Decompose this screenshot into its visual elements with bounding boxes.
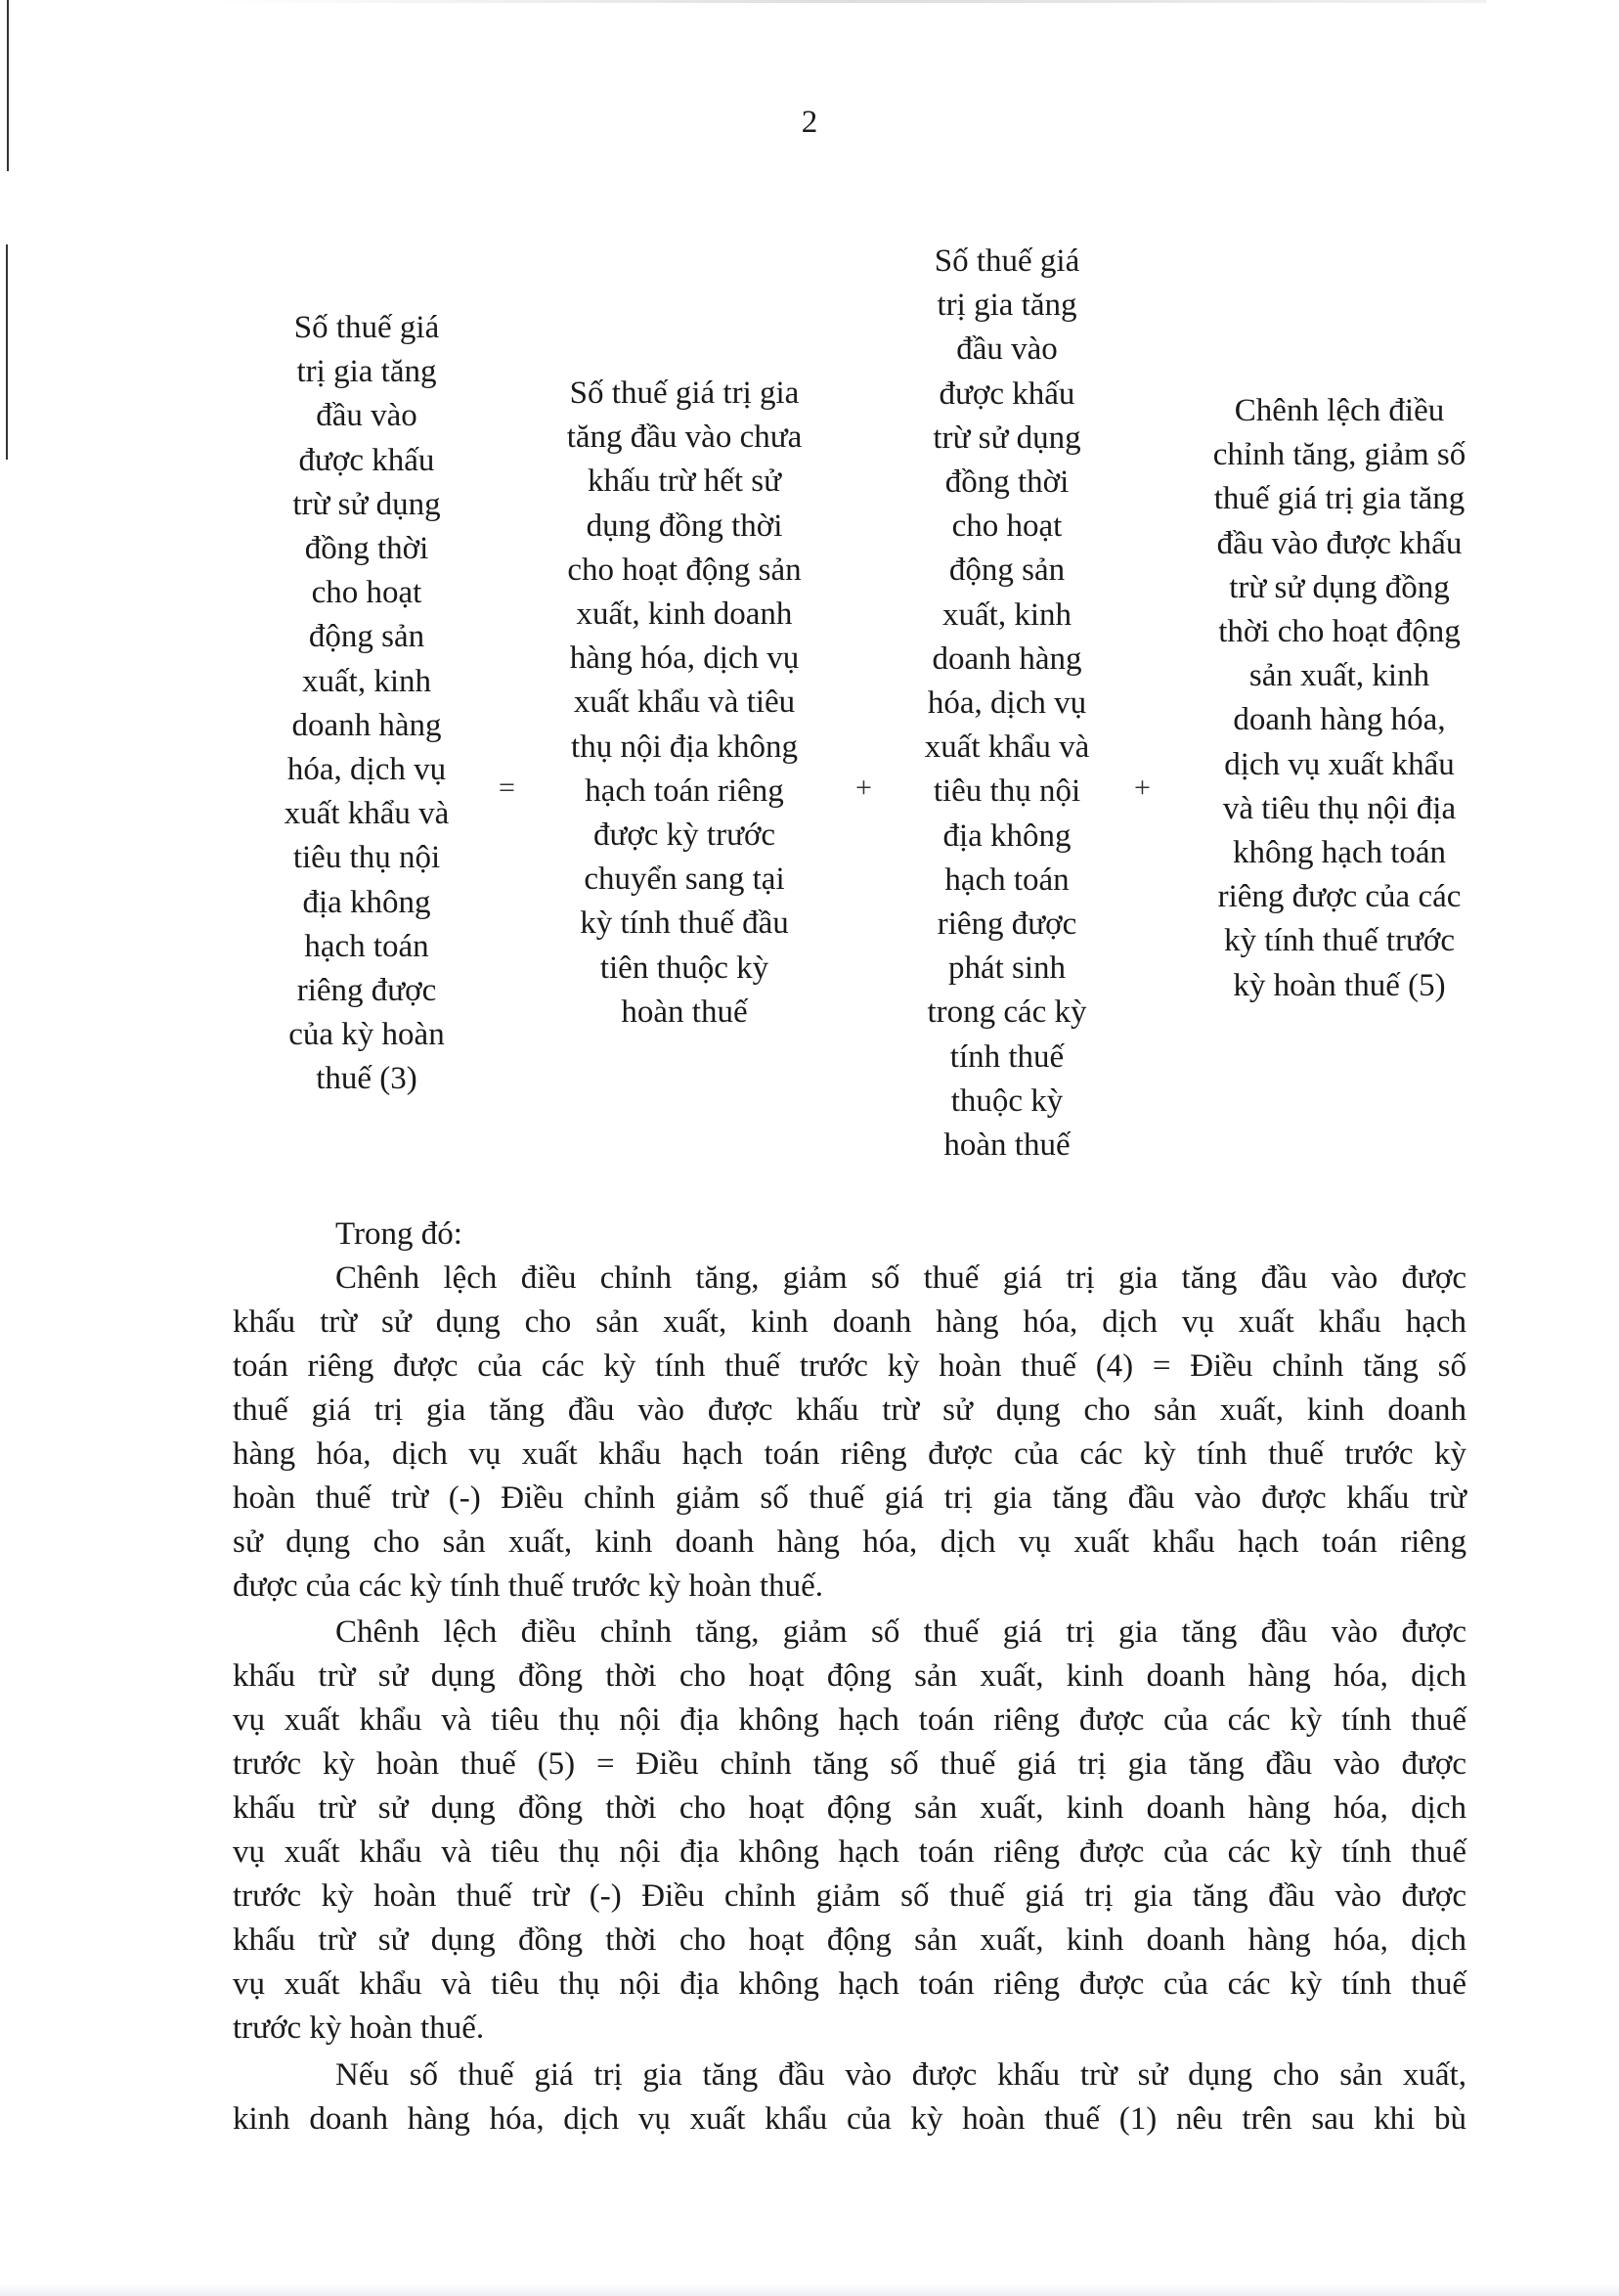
- text-line: xuất khẩu và tiêu: [573, 684, 796, 721]
- text-line: kỳ tính thuế đầu: [580, 905, 789, 942]
- text-line: đầu vào: [316, 398, 417, 434]
- paragraph-adjustment-5: [233, 1611, 1466, 2051]
- scan-bottom-shadow: [0, 2284, 1619, 2296]
- text-line: đầu vào: [956, 331, 1058, 368]
- text-line: trong các kỳ: [927, 994, 1087, 1031]
- text-line: thuộc kỳ: [950, 1082, 1064, 1119]
- text-line: được kỳ trước: [592, 817, 776, 854]
- text-line: trước kỳ hoàn thuế.: [233, 2010, 485, 2046]
- text-line: thời cho hoạt động: [1218, 614, 1461, 650]
- formula-term-adjustment-difference: [1168, 389, 1510, 1008]
- text-line: khấu trừ sử dụng cho sản xuất, kinh doanh hàng hóa, dịch vụ xuất khẩu hạch: [233, 1304, 1466, 1340]
- text-line: hàng hóa, dịch vụ: [569, 640, 800, 677]
- text-line: riêng được: [296, 973, 437, 1009]
- text-line: địa không: [302, 884, 431, 920]
- text-line: hoàn thuế: [621, 993, 748, 1030]
- text-line: hóa, dịch vụ: [286, 752, 447, 788]
- text-line: thụ nội địa không: [571, 729, 798, 765]
- text-line: địa không: [942, 817, 1072, 854]
- plus-sign: +: [1134, 772, 1151, 804]
- text-line: hạch toán riêng: [585, 773, 784, 809]
- text-line: cho hoạt: [951, 508, 1063, 545]
- text-line: xuất, kinh: [302, 663, 431, 699]
- text-line: kỳ hoàn thuế (5): [1233, 967, 1446, 1003]
- text-line: trị gia tăng: [296, 354, 437, 390]
- text-line: vụ xuất khẩu và tiêu thụ nội địa không hạch toán riêng được của các kỳ tính thuế: [233, 1834, 1466, 1870]
- equals-sign: =: [499, 772, 515, 804]
- text-line: tiêu thụ nội: [933, 773, 1081, 810]
- text-line: thuế giá trị gia tăng: [1213, 481, 1466, 517]
- text-line: Số thuế giá: [934, 243, 1080, 279]
- text-line: phát sinh: [947, 950, 1067, 987]
- text-line: hạch toán: [944, 861, 1070, 898]
- text-line: hoàn thuế trừ (-) Điều chỉnh giảm số thuế giá trị gia tăng đầu vào được khấu trừ: [233, 1480, 1466, 1516]
- text-line: cho hoạt động sản: [567, 552, 802, 588]
- formula-term-refund-period-total: [220, 306, 513, 1102]
- formula-term-arising-in-periods: [885, 240, 1129, 1168]
- text-line: được của các kỳ tính thuế trước kỳ hoàn thuế.: [233, 1568, 823, 1604]
- text-line: tiêu thụ nội: [292, 840, 441, 876]
- text-line: thuế (3): [316, 1061, 417, 1097]
- text-line: vụ xuất khẩu và tiêu thụ nội địa không hạch toán riêng được của các kỳ tính thuế: [233, 1966, 1466, 2002]
- text-line: đồng thời: [304, 531, 429, 567]
- text-line: Nếu số thuế giá trị gia tăng đầu vào được khấu trừ sử dụng cho sản xuất,: [335, 2057, 1466, 2093]
- text-line: động sản: [308, 619, 425, 655]
- paragraph-if-condition: [233, 2053, 1466, 2141]
- text-line: hóa, dịch vụ: [927, 685, 1087, 722]
- scan-left-edge-line: [6, 244, 8, 460]
- text-line: sử dụng cho sản xuất, kinh doanh hàng hóa, dịch vụ xuất khẩu hạch toán riêng: [233, 1524, 1466, 1560]
- text-line: đầu vào được khấu: [1216, 525, 1463, 561]
- text-line: được khấu: [298, 442, 435, 478]
- text-line: trừ sử dụng: [292, 486, 441, 522]
- text-line: dịch vụ xuất khẩu: [1224, 746, 1455, 782]
- text-line: vụ xuất khẩu và tiêu thụ nội địa không hạch toán riêng được của các kỳ tính thuế: [233, 1702, 1466, 1738]
- section-intro-label: Trong đó:: [335, 1216, 462, 1252]
- text-line: kỳ tính thuế trước: [1223, 923, 1456, 959]
- text-line: khấu trừ hết sử: [588, 464, 781, 500]
- text-line: hoàn thuế: [943, 1127, 1071, 1164]
- text-line: xuất, kinh: [942, 596, 1072, 633]
- text-line: Số thuế giá trị gia: [569, 375, 800, 411]
- scan-top-shadow: [215, 0, 1486, 3]
- text-line: của kỳ hoàn: [288, 1017, 445, 1053]
- text-line: kinh doanh hàng hóa, dịch vụ xuất khẩu của kỳ hoàn thuế (1) nêu trên sau khi bù: [233, 2101, 1466, 2137]
- text-line: động sản: [948, 552, 1066, 589]
- plus-sign: +: [855, 772, 872, 804]
- paragraph-adjustment-4: [233, 1257, 1466, 1609]
- text-line: riêng được của các: [1217, 879, 1462, 915]
- text-line: doanh hàng: [932, 640, 1082, 677]
- text-line: trước kỳ hoàn thuế (5) = Điều chỉnh tăng số thuế giá trị gia tăng đầu vào được: [233, 1746, 1466, 1782]
- text-line: trừ sử dụng: [933, 419, 1081, 456]
- text-line: đồng thời: [944, 464, 1070, 501]
- text-line: tiên thuộc kỳ: [599, 949, 769, 986]
- text-line: doanh hàng: [291, 707, 442, 743]
- text-line: xuất khẩu và: [284, 796, 450, 832]
- page-number: 2: [801, 105, 818, 140]
- text-line: tính thuế: [949, 1038, 1065, 1075]
- text-line: được khấu: [939, 375, 1075, 412]
- text-line: thuế giá trị gia tăng đầu vào được khấu trừ sử dụng cho sản xuất, kinh doanh: [233, 1392, 1466, 1428]
- text-line: trị gia tăng: [937, 287, 1077, 324]
- text-line: trừ sử dụng đồng: [1229, 569, 1450, 605]
- text-line: tăng đầu vào chưa: [566, 419, 803, 456]
- text-line: Số thuế giá: [293, 310, 440, 345]
- text-line: khấu trừ sử dụng đồng thời cho hoạt động sản xuất, kinh doanh hàng hóa, dịch: [233, 1658, 1466, 1694]
- text-line: dụng đồng thời: [586, 508, 783, 544]
- text-line: chỉnh tăng, giảm số: [1212, 437, 1466, 473]
- text-line: toán riêng được của các kỳ tính thuế trước kỳ hoàn thuế (4) = Điều chỉnh tăng số: [233, 1348, 1466, 1384]
- text-line: Chênh lệch điều chỉnh tăng, giảm số thuế giá trị gia tăng đầu vào được: [335, 1260, 1466, 1296]
- text-line: xuất, kinh doanh: [576, 596, 793, 633]
- text-line: riêng được: [937, 906, 1077, 943]
- text-line: chuyển sang tại: [584, 861, 785, 898]
- text-line: hàng hóa, dịch vụ xuất khẩu hạch toán riêng được của các kỳ tính thuế trước kỳ: [233, 1436, 1466, 1472]
- text-line: khấu trừ sử dụng đồng thời cho hoạt động sản xuất, kinh doanh hàng hóa, dịch: [233, 1790, 1466, 1826]
- text-line: không hạch toán: [1232, 835, 1447, 871]
- text-line: sản xuất, kinh: [1248, 658, 1430, 694]
- formula-term-carried-forward: [533, 372, 836, 1035]
- text-line: khấu trừ sử dụng đồng thời cho hoạt động sản xuất, kinh doanh hàng hóa, dịch: [233, 1922, 1466, 1958]
- text-line: và tiêu thụ nội địa: [1222, 790, 1457, 826]
- text-line: xuất khẩu và: [924, 729, 1090, 766]
- text-line: Chênh lệch điều chỉnh tăng, giảm số thuế giá trị gia tăng đầu vào được: [335, 1614, 1466, 1650]
- text-line: trước kỳ hoàn thuế trừ (-) Điều chỉnh giảm số thuế giá trị gia tăng đầu vào được: [233, 1878, 1466, 1914]
- text-line: doanh hàng hóa,: [1233, 702, 1446, 738]
- text-line: cho hoạt: [311, 575, 422, 611]
- text-line: hạch toán: [304, 928, 429, 964]
- text-line: Chênh lệch điều: [1234, 393, 1445, 428]
